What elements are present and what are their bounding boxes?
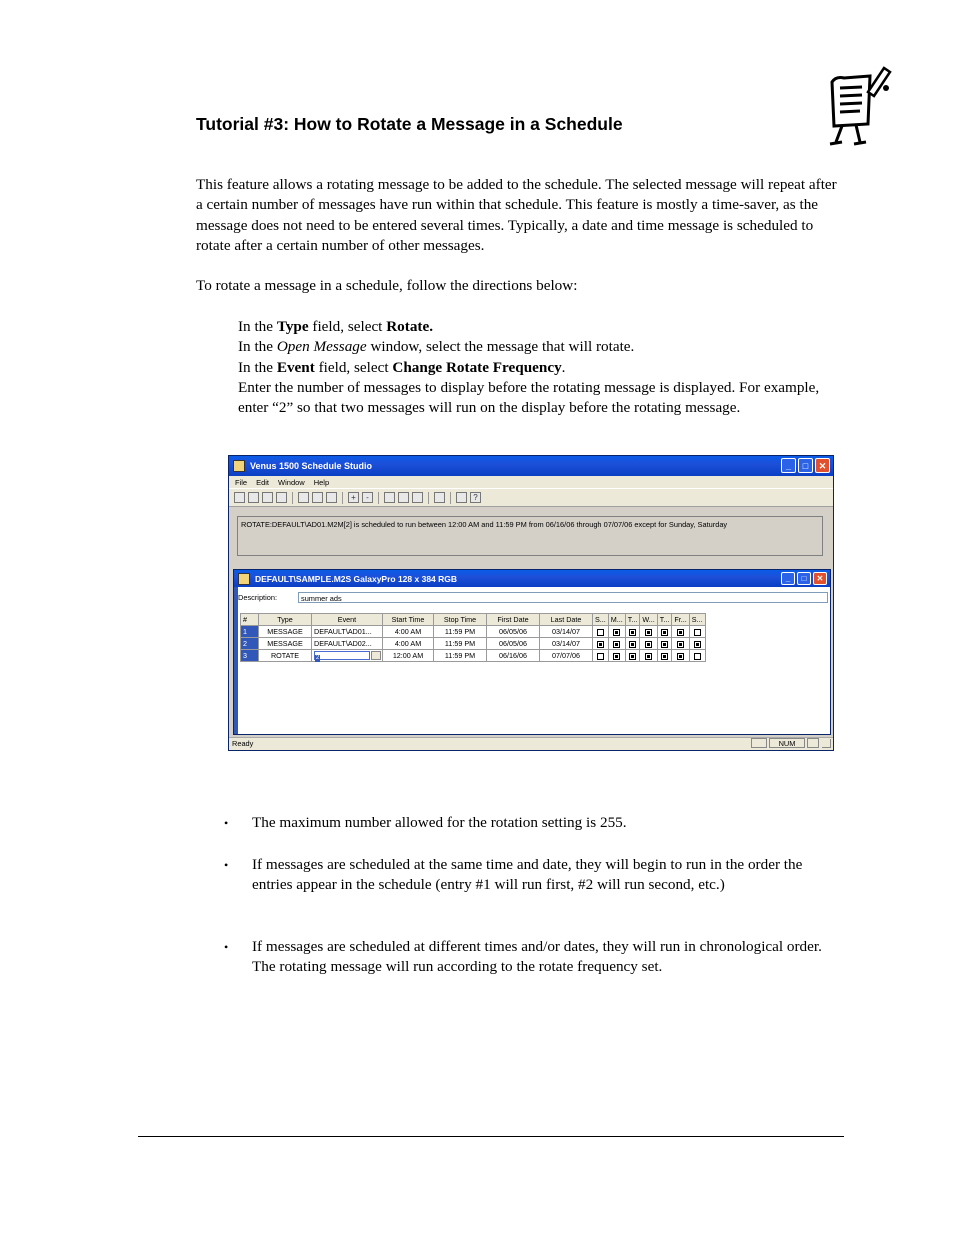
day-checkbox[interactable]	[645, 653, 652, 660]
app-titlebar	[229, 456, 833, 476]
day-checkbox[interactable]	[661, 653, 668, 660]
col-tuesday[interactable]: T...	[625, 614, 640, 626]
day-checkbox[interactable]	[661, 629, 668, 636]
close-button[interactable]: ✕	[815, 458, 830, 473]
day-checkbox[interactable]	[629, 629, 636, 636]
row-start[interactable]: 4:00 AM	[383, 626, 434, 638]
status-pane-blank	[807, 738, 819, 748]
day-checkbox[interactable]	[694, 641, 701, 648]
day-checkbox[interactable]	[661, 641, 668, 648]
row-num[interactable]: 3	[241, 650, 259, 662]
toolbar-separator	[450, 492, 451, 504]
col-saturday[interactable]: S...	[689, 614, 705, 626]
status-bar	[229, 737, 833, 750]
step-text: In the	[238, 358, 277, 376]
col-thursday[interactable]: T...	[657, 614, 672, 626]
schedule-studio-screenshot	[228, 455, 834, 751]
day-checkbox[interactable]	[613, 629, 620, 636]
step-bold: Change Rotate Frequency	[392, 358, 562, 376]
help-icon[interactable]: ?	[470, 492, 481, 503]
day-checkbox[interactable]	[645, 641, 652, 648]
child-minimize-button[interactable]: _	[781, 572, 795, 585]
row-num[interactable]: 1	[241, 626, 259, 638]
list-icon[interactable]	[412, 492, 423, 503]
menu-help[interactable]: Help	[313, 477, 330, 487]
day-checkbox[interactable]	[613, 653, 620, 660]
row-stop[interactable]: 11:59 PM	[434, 638, 487, 650]
day-checkbox[interactable]	[613, 641, 620, 648]
intro-paragraph: This feature allows a rotating message to be added to the schedule. The selected message will repeat after a certain number of messages have run within that schedule. This feature is mostly a time-saver, as the message does not need to be entered several times. Typically, a date and time message is scheduled to rotate after a certain number of other messages.	[196, 176, 837, 255]
day-checkbox[interactable]	[694, 653, 701, 660]
copy-icon[interactable]	[312, 492, 323, 503]
toolbar-separator	[342, 492, 343, 504]
step-3	[238, 358, 838, 378]
col-friday[interactable]: Fr...	[672, 614, 689, 626]
status-text: Ready	[232, 739, 254, 748]
step-text: .	[561, 358, 566, 376]
menu-bar	[229, 476, 833, 488]
grid-header-row	[241, 614, 706, 626]
resize-grip-icon[interactable]	[822, 739, 831, 748]
col-wednesday[interactable]: W...	[640, 614, 657, 626]
step-1	[238, 317, 838, 337]
child-titlebar	[234, 570, 830, 587]
child-maximize-button[interactable]: □	[797, 572, 811, 585]
menu-file[interactable]: File	[235, 477, 248, 487]
toolbar	[229, 488, 833, 507]
step-italic: Open Message	[276, 338, 367, 356]
row-type[interactable]: ROTATE	[259, 650, 312, 662]
menu-edit[interactable]: Edit	[256, 477, 270, 487]
row-start[interactable]: 4:00 AM	[383, 638, 434, 650]
row-event[interactable]: DEFAULT\AD02...	[312, 638, 383, 650]
save-icon[interactable]	[262, 492, 273, 503]
row-type[interactable]: MESSAGE	[259, 626, 312, 638]
col-monday[interactable]: M...	[608, 614, 625, 626]
maximize-button[interactable]: □	[798, 458, 813, 473]
day-checkbox[interactable]	[629, 653, 636, 660]
status-pane-empty	[751, 738, 767, 748]
remove-icon[interactable]: -	[362, 492, 373, 503]
child-close-button[interactable]: ✕	[813, 572, 827, 585]
row-event[interactable]: DEFAULT\AD01...	[312, 626, 383, 638]
footer-rule	[138, 1136, 844, 1137]
col-type[interactable]: Type	[259, 614, 312, 626]
row-event-editor[interactable]	[312, 650, 383, 662]
day-checkbox[interactable]	[677, 653, 684, 660]
child-icon	[238, 573, 250, 585]
day-checkbox[interactable]	[645, 629, 652, 636]
col-event[interactable]: Event	[312, 614, 383, 626]
row-first[interactable]: 06/16/06	[487, 650, 540, 662]
row-first[interactable]: 06/05/06	[487, 626, 540, 638]
rotate-frequency-value[interactable]: 2	[315, 655, 320, 662]
table-row[interactable]	[241, 638, 706, 650]
note-item	[224, 813, 834, 833]
move-up-icon[interactable]	[384, 492, 395, 503]
step-list	[238, 317, 838, 418]
row-type[interactable]: MESSAGE	[259, 638, 312, 650]
paste-icon[interactable]	[326, 492, 337, 503]
app-title: Venus 1500 Schedule Studio	[250, 461, 373, 471]
app-icon	[233, 460, 245, 472]
schedule-grid	[240, 613, 706, 662]
row-last[interactable]: 07/07/06	[540, 650, 593, 662]
description-row	[238, 590, 828, 604]
day-checkbox[interactable]	[677, 641, 684, 648]
schedule-child-window	[233, 569, 831, 735]
col-first-date[interactable]: First Date	[487, 614, 540, 626]
new-icon[interactable]	[234, 492, 245, 503]
note-item	[224, 937, 834, 978]
note-2: • If messages are scheduled at the same time and date, they will begin to run in the order the entries appear in the schedule (entry #1 will run first, #2 will run second, etc.)	[224, 855, 834, 896]
col-start-time[interactable]: Start Time	[383, 614, 434, 626]
col-last-date[interactable]: Last Date	[540, 614, 593, 626]
note-item	[224, 855, 834, 896]
row-header-stripe	[234, 587, 238, 734]
col-sunday[interactable]: S...	[593, 614, 609, 626]
row-first[interactable]: 06/05/06	[487, 638, 540, 650]
spinner-arrows-icon[interactable]	[371, 651, 381, 660]
print-icon[interactable]	[456, 492, 467, 503]
minimize-button[interactable]: _	[781, 458, 796, 473]
day-checkbox[interactable]	[677, 629, 684, 636]
note-3: • If messages are scheduled at different times and/or dates, they will run in chronological order. The rotating message will run according to the rotate frequency set.	[224, 937, 834, 978]
tutorial-heading: Tutorial #3: How to Rotate a Message in a Schedule	[196, 114, 623, 134]
move-down-icon[interactable]	[398, 492, 409, 503]
document-quill-icon	[822, 62, 894, 148]
description-label: Description:	[238, 592, 278, 602]
rotate-frequency-spinner[interactable]	[314, 651, 370, 660]
open-icon[interactable]	[248, 492, 259, 503]
save-all-icon[interactable]	[276, 492, 287, 503]
toolbar-separator	[428, 492, 429, 504]
note-1: • The maximum number allowed for the rotation setting is 255.	[224, 813, 834, 833]
day-checkbox[interactable]	[597, 641, 604, 648]
step-text: window, select the message that will rotate.	[366, 338, 635, 356]
row-stop[interactable]: 11:59 PM	[434, 650, 487, 662]
num-lock-indicator: NUM	[769, 738, 805, 748]
step-4: Enter the number of messages to display before the rotating message is displayed. For example, enter “2” so that two messages will run on the display before the rotating message.	[238, 378, 820, 417]
toolbar-separator	[378, 492, 379, 504]
step-bold: Type	[276, 318, 309, 335]
row-num[interactable]: 2	[241, 638, 259, 650]
row-stop[interactable]: 11:59 PM	[434, 626, 487, 638]
day-checkbox[interactable]	[597, 629, 604, 636]
cut-icon[interactable]	[298, 492, 309, 503]
day-checkbox[interactable]	[629, 641, 636, 648]
day-checkbox[interactable]	[597, 653, 604, 660]
bar-chart-icon[interactable]	[434, 492, 445, 503]
day-checkbox[interactable]	[694, 629, 701, 636]
step-2	[238, 337, 838, 357]
col-stop-time[interactable]: Stop Time	[434, 614, 487, 626]
step-text: In the	[238, 318, 277, 335]
step-text: field, select	[308, 318, 387, 335]
step-bold: Rotate.	[386, 318, 434, 335]
step-bold: Event	[276, 358, 315, 376]
row-last[interactable]: 03/14/07	[540, 638, 593, 650]
table-row[interactable]	[241, 626, 706, 638]
menu-window[interactable]: Window	[278, 477, 305, 487]
col-num[interactable]: #	[241, 614, 259, 626]
add-icon[interactable]: +	[348, 492, 359, 503]
row-last[interactable]: 03/14/07	[540, 626, 593, 638]
schedule-message-box: ROTATE:DEFAULT\AD01.M2M[2] is scheduled to run between 12:00 AM and 11:59 PM from 06/16/06 through 07/07/06 except for Sunday, Saturday	[237, 516, 823, 556]
child-title: DEFAULT\SAMPLE.M2S GalaxyPro 128 x 384 RGB	[255, 573, 458, 584]
lead-paragraph: To rotate a message in a schedule, follow the directions below:	[196, 277, 578, 294]
step-text: field, select	[314, 358, 393, 376]
toolbar-separator	[292, 492, 293, 504]
table-row[interactable]	[241, 650, 706, 662]
row-start[interactable]: 12:00 AM	[383, 650, 434, 662]
step-text: In the	[238, 338, 277, 356]
description-input[interactable]: summer ads	[298, 592, 828, 603]
